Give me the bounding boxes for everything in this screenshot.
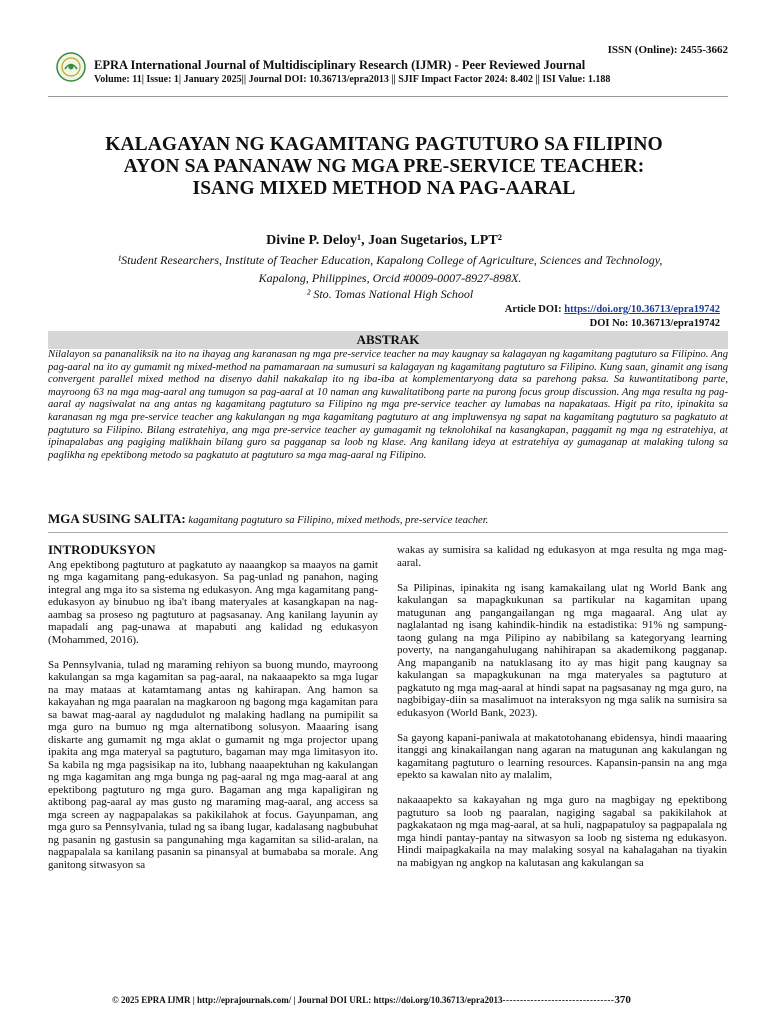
paragraph: Sa Pennsylvania, tulad ng maraming rehiyon sa buong mundo, mayroong kakulangan sa mga kagamitan sa pag-aaral, na nakaaapekto sa mga lugar na may mataas at katamtamang antas ng kahirapan. Ang hamon sa kakayahan ng mga paaralan na magkaroon ng bagong mga kagamitan para sa bawat mag-aaral ay nagdudulot ng malaking hadlang na pumipilit sa mga guro na bumuo ng mga alternatibong solusyon. Maaaring isang diskarte ang gumamit ng mga aklat o gumamit ng mga projector upang ipakita ang mga materyal sa pagtuturo, bagaman may mga limitasyon ito. Sa kabila ng mga pagsisikap na ito, lubhang naaapektuhan ng kakulangan ng mga kagamitan ang mga bunga ng pag-aaral ng mga mag-aaral at ang epektibong pagtuturo ng mga guro. Bagaman ang mga kapaligiran ng aktibong pag-aaral ay mas gusto ng maraming mag-aaral, ang access sa mga screen ay nagpapalakas sa pakikilahok at focus. Gayunpaman, ang mga guro sa Pennsylvania, tulad ng sa ibang lugar, kadalasang nagbubuhat ng pasanin ng gastusin sa pangunahing mga kagamitan sa silid-aralan, na nagpapalala sa kanilang pasanin sa pinansyal at bumababa sa morale. Ang ganitong sitwasyon sa — [48, 658, 378, 871]
affiliation-1 — [60, 251, 720, 287]
affiliation-line: ¹Student Researchers, Institute of Teacher Education, Kapalong College of Agriculture, Sciences and Technology, — [117, 253, 663, 267]
issn: ISSN (Online): 2455-3662 — [607, 44, 728, 56]
right-column — [397, 544, 727, 882]
paragraph: nakaaapekto sa kakayahan ng mga guro na magbigay ng epektibong pagtuturo sa loob ng paaralan, nagiging sagabal sa pakikilahok at pagkakataon ng mga mag-aaral, at sa huli, nagpapatuloy sa pagpapalala ng mga hindi pantay-pantay na sitwasyon sa loob ng sistema ng edukasyon. Hindi maipagkakaila na may malaking sosyal na kahalagahan na tiyakin na mabigyan ng angkop na kalutasan ang kakulangan sa — [397, 794, 727, 869]
article-doi-link[interactable]: https://doi.org/10.36713/epra19742 — [564, 304, 720, 315]
paragraph: wakas ay sumisira sa kalidad ng edukasyon at mga resulta ng mga mag-aaral. — [397, 544, 727, 569]
affiliation-line: Kapalong, Philippines, Orcid #0009-0007-8927-898X. — [258, 271, 522, 285]
header-divider — [48, 96, 728, 97]
affiliation-2: ² Sto. Tomas National High School — [306, 287, 474, 301]
epra-logo-icon — [56, 52, 86, 82]
journal-header — [48, 40, 728, 92]
article-doi-label: Article DOI: — [504, 304, 565, 315]
abstract-heading: ABSTRAK — [48, 331, 728, 349]
title-line: KALAGAYAN NG KAGAMITANG PAGTUTURO SA FILIPINO — [105, 134, 663, 155]
footer-dashes: -------------------------------- — [502, 995, 615, 1005]
keywords-text: kagamitang pagtuturo sa Filipino, mixed methods, pre-service teacher. — [185, 515, 489, 526]
article-doi — [505, 304, 720, 315]
paragraph: Sa gayong kapani-paniwala at makatotohanang ebidensya, hindi maaaring itanggi ang kinakailangan nang agaran na matugunan ang kakulangan ng kagamitang pagtuturo o learning resources. Kapansin-pansin na ang mga epekto sa kawalan nito ay malalim, — [397, 731, 727, 781]
title-line: AYON SA PANANAW NG MGA PRE-SERVICE TEACHER: — [123, 156, 645, 177]
authors: Divine P. Deloy¹, Joan Sugetarios, LPT² — [266, 233, 502, 248]
left-column — [48, 544, 378, 884]
keywords-divider — [48, 532, 728, 533]
title-line: ISANG MIXED METHOD NA PAG-AARAL — [192, 178, 576, 199]
page-number: 370 — [614, 994, 631, 1006]
section-heading: INTRODUKSYON — [48, 542, 156, 557]
journal-name: EPRA International Journal of Multidisciplinary Research (IJMR) - Peer Reviewed Journal — [94, 58, 586, 72]
paragraph: Ang epektibong pagtuturo at pagkatuto ay naaangkop sa maayos na gamit ng mga kagamitang pang-edukasyon. Sa pag-unlad ng panahon, naging integral ang mga ito sa sistema ng edukasyon. Ang mga kagamitang pang-edukasyon ay binubuo ng iba't ibang materyales at kasangkapan na nag-aambag sa proseso ng pagtuturo at pagsasanay. Ang kanilang layunin ay mapadali ang pag-unawa at mapabuti ang kalidad ng edukasyon (Mohammed, 2016). — [48, 558, 378, 646]
paragraph: Sa Pilipinas, ipinakita ng isang kamakailang ulat ng World Bank ang kakulangan sa mapagkukunan sa partikular na kagamitan upang matugunan ang pangangailangan ng mga magaaral. Ang ulat ay naglalantad ng isang kahindik-hindik na estadistika: 91% ng sampung-taong gulang na mga Pilipino ay nabibilang sa kategoryang learning poverty, na nangangahulugang nahihirapan sa akademikong pagganap. Ang mapanganib na natuklasang ito ay mas higit pang kaugnay sa kakulangan sa mapagkukunan na mga materyales sa pagtuturo at pagkatuto ng mga mag-aaral at hindi sapat na pagsasanay ng mga guro, na nagbibigay-diin sa masalimuot na interaksyon ng mga salik na sumisira sa edukasyon (World Bank, 2023). — [397, 581, 727, 719]
abstract-text: Nilalayon sa pananaliksik na ito na ihayag ang karanasan ng mga pre-service teacher na may kaugnay sa kalagayan ng kagamitang pagtuturo sa Filipino. Ang pag-aaral na ito ay gumamit ng mixed-method na pamamaraan na sumusuri sa kalagayan ng kagamitang pagtuturo sa Filipino. Kung saan, ginamit ang isang convergent parallel mixed method na disenyo dahil nakakalap ito ng iba-iba at komplementaryong data sa parehong paksa. Sa kuwantitatibong parte, mayroong 63 na mga mag-aaral ang tumugon sa pag-aaral at 10 naman ang kuwalitatibong parte na purong focus group discussion. Ang mga resulta ng pag-aaral ay nagsiwalat na ang antas ng kagamitang pagtuturo sa Filipino ng mga pre-service teacher ay lumabas na napakataas. Higit pa rito, ipinakita sa karanasan ng mga pre-service teacher ang kakulangan ng mga kagamitang pagtuturo at ang impluwensya ng sapat na kagamitang pagtuturo sa pagkatuto at pagtuturo sa Filipino. Bilang estratehiya, ang mga pre-service teacher ay gumagamit ng teknolohikal na kasangkapan, paggamit ng mga ng estratehiya, at ipinapalabas ang pagiging malikhain bilang guro sa pagganap sa loob ng klase. Ang kanilang ideya at estratehiya ay gumaganap at malaking tulong sa paglikha ng epektibong metodo sa pagkatuto at pagtuturo sa mga mag-aaral ng Filipino. — [48, 349, 728, 461]
paper-title — [40, 134, 728, 200]
page-footer — [112, 994, 732, 1006]
keywords-label: MGA SUSING SALITA: — [48, 511, 186, 526]
footer-text: © 2025 EPRA IJMR | http://eprajournals.com/ | Journal DOI URL: https://doi.org/10.36713/epra2013 — [112, 995, 503, 1005]
journal-volume-info: Volume: 11| Issue: 1| January 2025|| Journal DOI: 10.36713/epra2013 || SJIF Impact Factor 2024: 8.402 || ISI Value: 1.188 — [94, 74, 611, 85]
doi-number: DOI No: 10.36713/epra19742 — [589, 318, 720, 329]
keywords — [48, 511, 728, 527]
